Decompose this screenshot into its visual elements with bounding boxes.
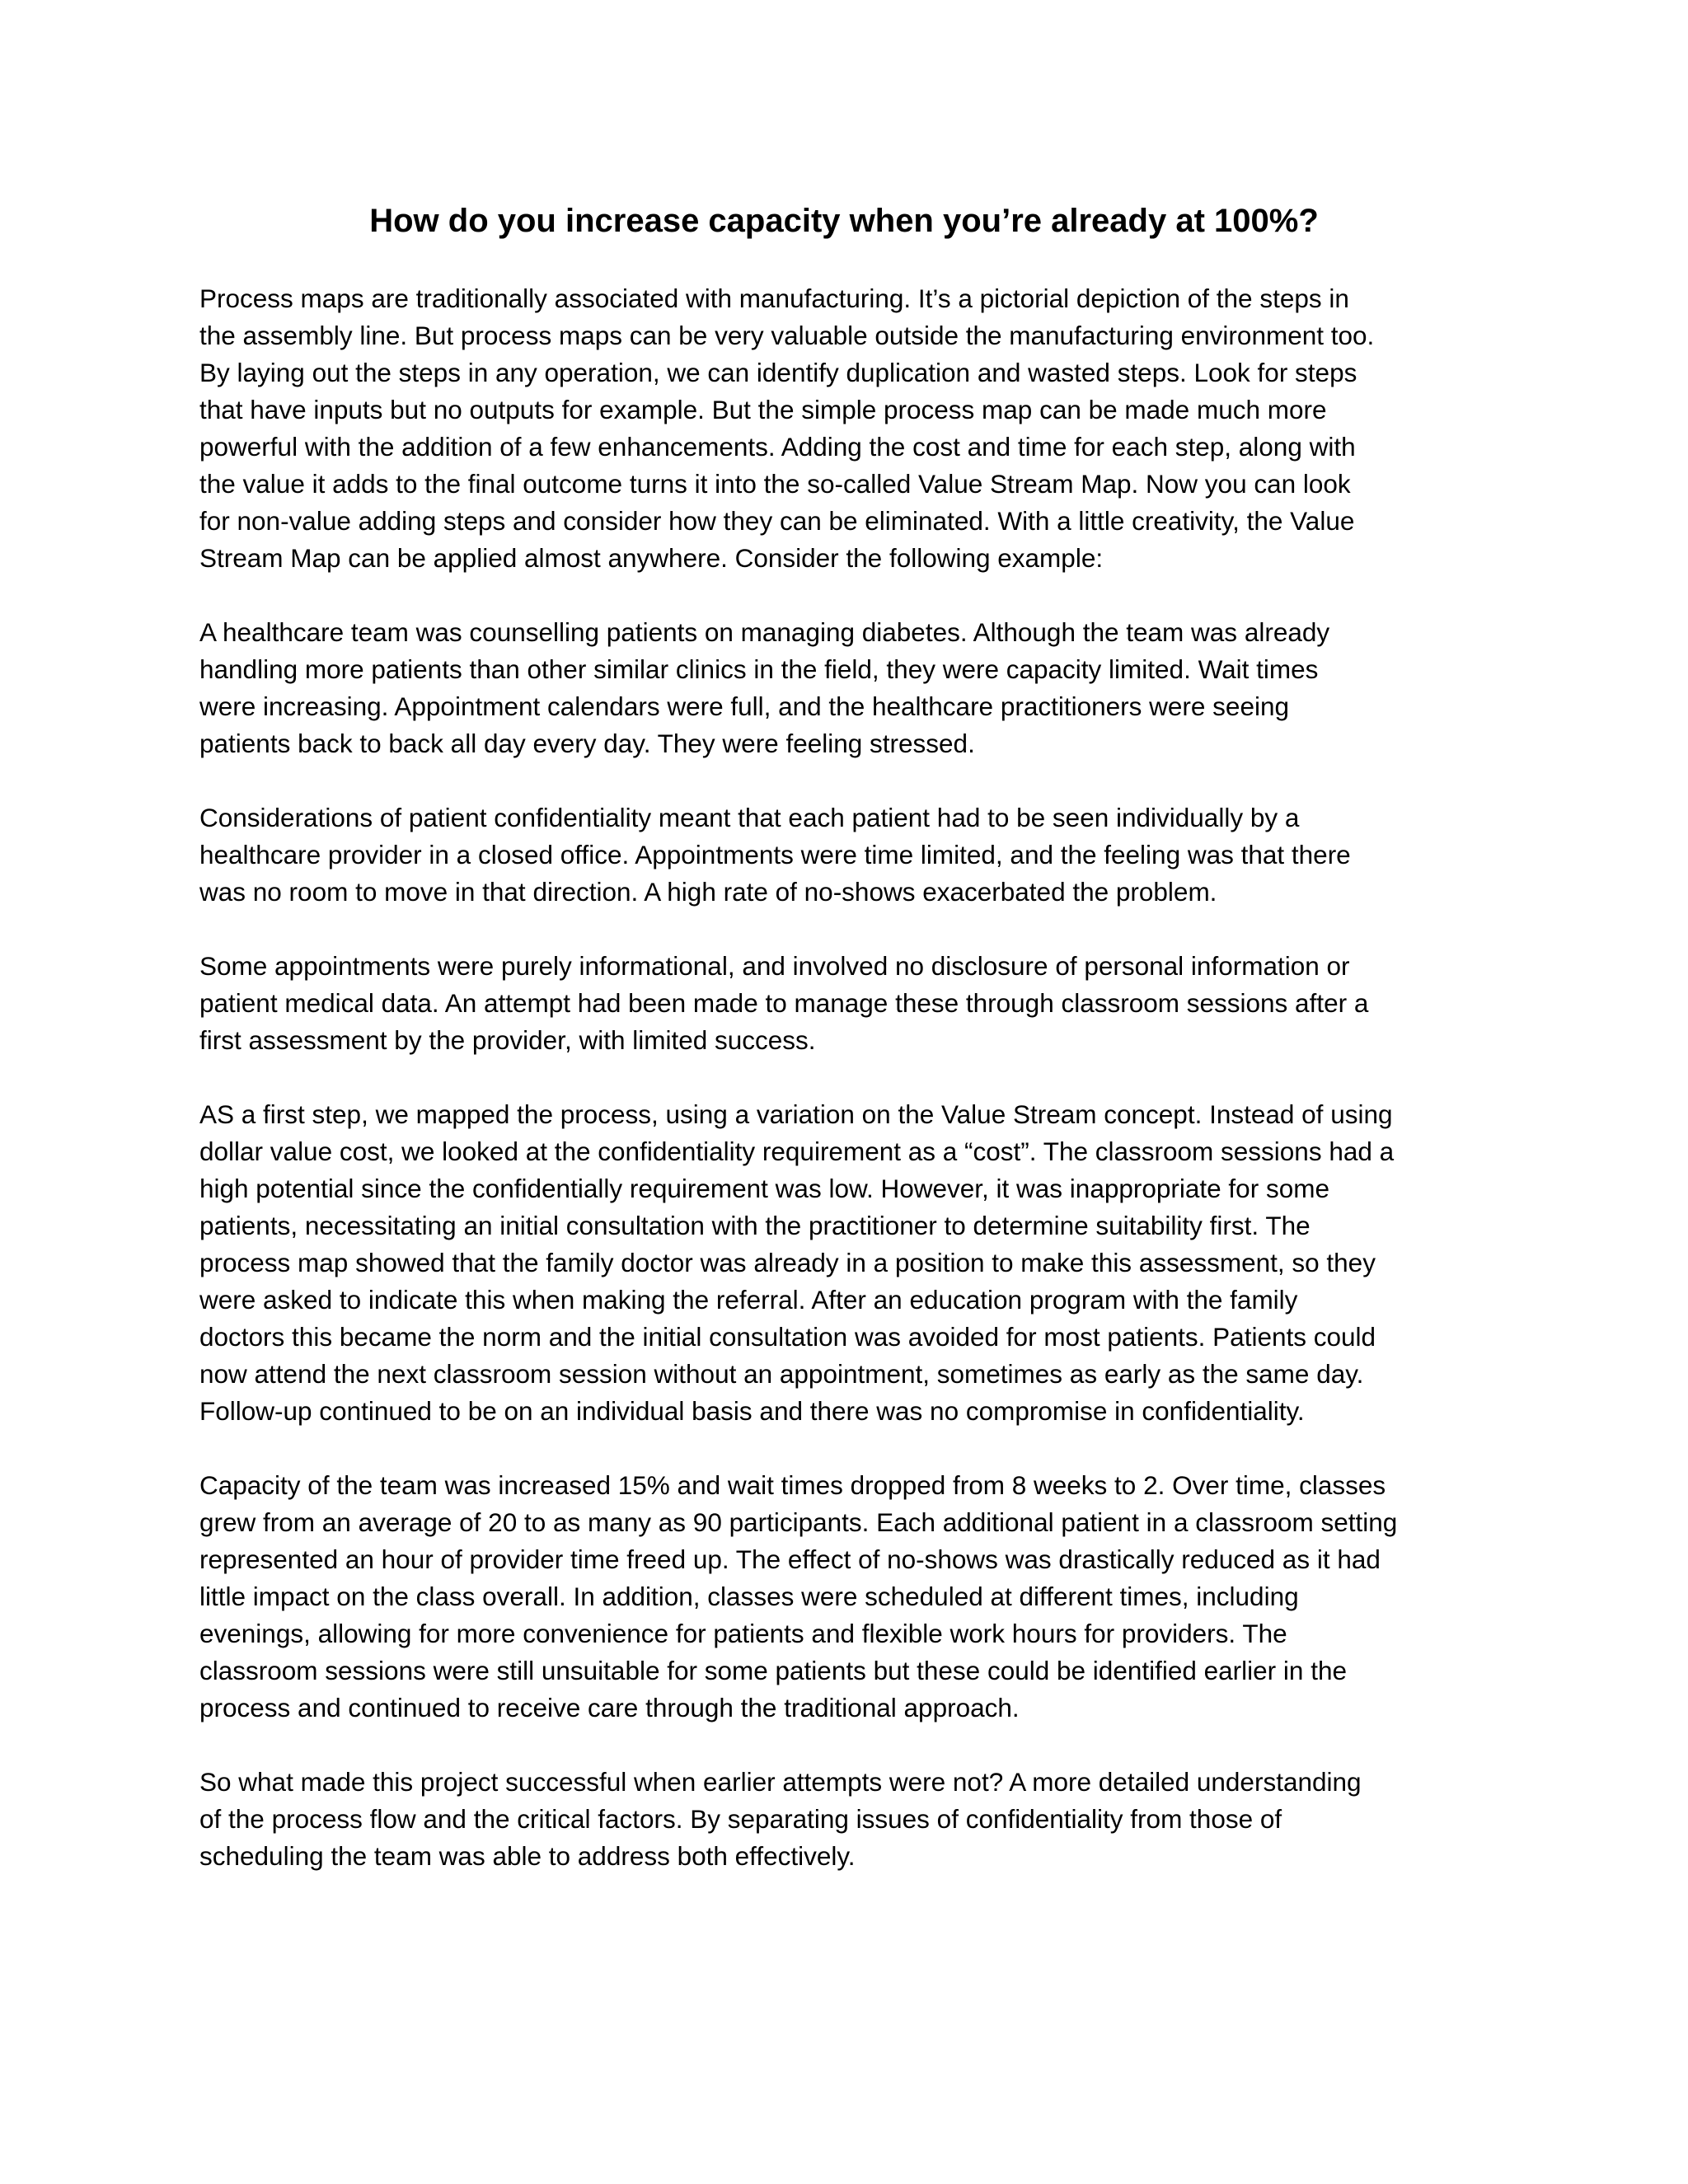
- text-line: evenings, allowing for more convenience for patients and flexible work hours for providers. The: [199, 1619, 1287, 1648]
- text-line: Follow-up continued to be on an individual basis and there was no compromise in confidentiality.: [199, 1396, 1305, 1426]
- paragraph-7: [199, 1764, 1495, 1875]
- text-line: process map showed that the family doctor was already in a position to make this assessment, so they: [199, 1248, 1376, 1277]
- text-line: for non-value adding steps and consider how they can be eliminated. With a little creativity, the Value: [199, 506, 1355, 536]
- text-line: powerful with the addition of a few enhancements. Adding the cost and time for each step, along with: [199, 432, 1356, 462]
- text-line: By laying out the steps in any operation, we can identify duplication and wasted steps. Look for steps: [199, 358, 1357, 387]
- paragraph-3: [199, 799, 1495, 911]
- text-line: A healthcare team was counselling patients on managing diabetes. Although the team was already: [199, 617, 1330, 647]
- text-line: dollar value cost, we looked at the confidentiality requirement as a “cost”. The classroom sessions had a: [199, 1137, 1395, 1166]
- document-body: [199, 280, 1495, 1912]
- text-line: patients back to back all day every day. They were feeling stressed.: [199, 729, 975, 758]
- text-line: grew from an average of 20 to as many as 90 participants. Each additional patient in a classroom setting: [199, 1507, 1398, 1537]
- text-line: that have inputs but no outputs for example. But the simple process map can be made much more: [199, 395, 1327, 424]
- text-line: Stream Map can be applied almost anywhere. Consider the following example:: [199, 543, 1104, 573]
- text-line: high potential since the confidentially requirement was low. However, it was inappropriate for some: [199, 1174, 1329, 1203]
- text-line: were asked to indicate this when making the referral. After an education program with the family: [199, 1285, 1298, 1315]
- text-line: Some appointments were purely informational, and involved no disclosure of personal information or: [199, 951, 1350, 981]
- text-line: healthcare provider in a closed office. Appointments were time limited, and the feeling was that there: [199, 840, 1351, 869]
- paragraph-6: [199, 1467, 1495, 1727]
- text-line: were increasing. Appointment calendars were full, and the healthcare practitioners were seeing: [199, 691, 1290, 721]
- text-line: now attend the next classroom session without an appointment, sometimes as early as the same day.: [199, 1359, 1364, 1389]
- text-line: classroom sessions were still unsuitable for some patients but these could be identified earlier in the: [199, 1656, 1347, 1685]
- paragraph-4: [199, 948, 1495, 1059]
- text-line: Capacity of the team was increased 15% and wait times dropped from 8 weeks to 2. Over time, classes: [199, 1470, 1386, 1500]
- text-line: represented an hour of provider time freed up. The effect of no-shows was drastically reduced as it had: [199, 1544, 1381, 1574]
- text-line: Considerations of patient confidentiality meant that each patient had to be seen individually by a: [199, 803, 1300, 832]
- text-line: patients, necessitating an initial consultation with the practitioner to determine suitability first. The: [199, 1211, 1311, 1240]
- text-line: doctors this became the norm and the initial consultation was avoided for most patients. Patients could: [199, 1322, 1376, 1352]
- text-line: the assembly line. But process maps can be very valuable outside the manufacturing environment too.: [199, 321, 1375, 350]
- text-line: the value it adds to the final outcome turns it into the so-called Value Stream Map. Now you can look: [199, 469, 1351, 499]
- text-line: So what made this project successful when earlier attempts were not? A more detailed understanding: [199, 1767, 1362, 1797]
- text-line: handling more patients than other similar clinics in the field, they were capacity limited. Wait times: [199, 654, 1319, 684]
- text-line: of the process flow and the critical factors. By separating issues of confidentiality from those of: [199, 1804, 1282, 1834]
- text-line: scheduling the team was able to address both effectively.: [199, 1841, 856, 1871]
- text-line: patient medical data. An attempt had been made to manage these through classroom sessions after a: [199, 988, 1369, 1018]
- paragraph-5: [199, 1096, 1495, 1430]
- document-title: How do you increase capacity when you’re already at 100%?: [369, 203, 1319, 239]
- text-line: was no room to move in that direction. A high rate of no-shows exacerbated the problem.: [199, 877, 1217, 907]
- paragraph-2: [199, 614, 1495, 762]
- text-line: little impact on the class overall. In addition, classes were scheduled at different times, including: [199, 1582, 1299, 1611]
- text-line: first assessment by the provider, with limited success.: [199, 1025, 816, 1055]
- text-line: process and continued to receive care through the traditional approach.: [199, 1693, 1020, 1722]
- text-line: Process maps are traditionally associated with manufacturing. It’s a pictorial depiction of the steps in: [199, 284, 1349, 313]
- paragraph-1: [199, 280, 1495, 577]
- text-line: AS a first step, we mapped the process, using a variation on the Value Stream concept. Instead of using: [199, 1099, 1393, 1129]
